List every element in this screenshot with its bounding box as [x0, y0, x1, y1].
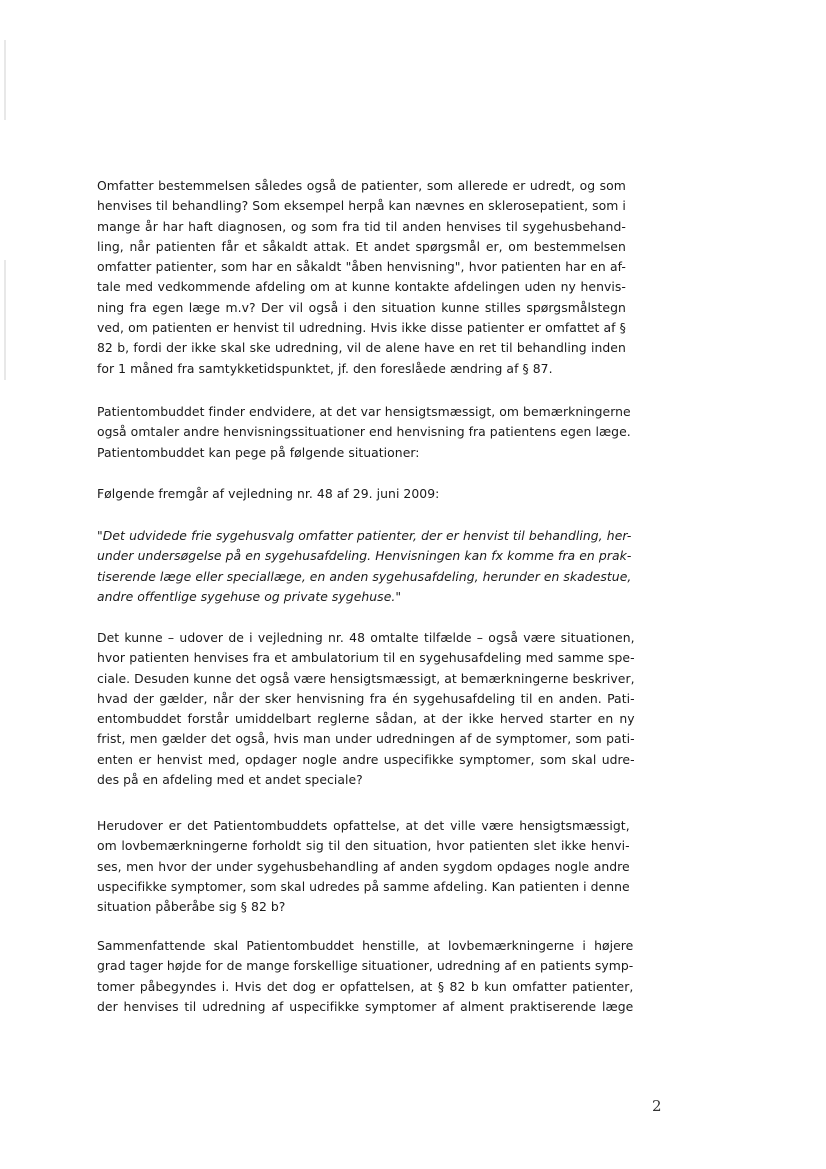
text-line: for 1 måned fra samtykketidspunktet, jf. den foreslåede ændring af § 87. [97, 360, 553, 376]
text-line: om lovbemærkningerne forholdt sig til den situation, hvor patienten slet ikke henvi- [97, 838, 630, 854]
text-line: Patientombuddet kan pege på følgende situationer: [97, 444, 420, 460]
paragraph [97, 936, 633, 1017]
paragraph [97, 402, 631, 463]
text-line: mange år har haft diagnosen, og som fra tid til anden henvises til sygehusbehand- [97, 218, 626, 234]
text-line: frist, men gælder det også, hvis man under udredningen af de symptomer, som pati- [97, 731, 635, 747]
text-line: under undersøgelse på en sygehusafdeling. Henvisningen kan fx komme fra en prak- [97, 548, 632, 564]
text-line: hvor patienten henvises fra et ambulatorium til en sygehusafdeling med samme spe- [97, 650, 635, 666]
paragraph [97, 816, 630, 917]
text-line: Herudover er det Patientombuddets opfattelse, at det ville være hensigtsmæssigt, [97, 818, 630, 833]
scan-edge-shadow [4, 260, 6, 380]
text-line: Følgende fremgår af vejledning nr. 48 af 29. juni 2009: [97, 486, 440, 501]
text-line: entombuddet forstår umiddelbart reglerne sådan, at der ikke herved starter en ny [97, 711, 635, 727]
text-line: der henvises til udredning af uspecifikke symptomer af alment praktiserende læge [97, 998, 634, 1014]
paragraph [97, 628, 635, 790]
text-line: tiserende læge eller speciallæge, en anden sygehusafdeling, herunder en skadestue, [97, 568, 632, 584]
text-line: andre offentlige sygehuse og private sygehuse." [97, 588, 402, 604]
text-line: Omfatter bestemmelsen således også de patienter, som allerede er udredt, og som [97, 178, 626, 193]
text-line: des på en afdeling med et andet speciale? [97, 772, 363, 788]
text-line: Sammenfattende skal Patientombuddet henstille, at lovbemærkningerne i højere [97, 938, 634, 953]
text-line: ling, når patienten får et såkaldt attak. Et andet spørgsmål er, om bestemmelsen [97, 238, 626, 254]
text-line: ning fra egen læge m.v? Der vil også i den situation kunne stilles spørgsmålstegn [97, 299, 626, 315]
text-line: enten er henvist med, opdager nogle andre uspecifikke symptomer, som skal udre- [97, 751, 635, 767]
text-line: tale med vedkommende afdeling om at kunne kontakte afdelingen uden ny henvis- [97, 279, 626, 295]
text-line: uspecifikke symptomer, som skal udredes på samme afdeling. Kan patienten i denne [97, 878, 630, 894]
text-line: henvises til behandling? Som eksempel herpå kan nævnes en sklerosepatient, som i [97, 198, 626, 214]
text-line: 82 b, fordi der ikke skal ske udredning, vil de alene have en ret til behandling inden [97, 340, 626, 356]
text-line: Patientombuddet finder endvidere, at det var hensigtsmæssigt, om bemærkningerne [97, 404, 631, 419]
paragraph [97, 484, 439, 504]
text-line: ciale. Desuden kunne det også være hensigtsmæssigt, at bemærkningerne beskriver, [97, 670, 635, 686]
text-line: grad tager højde for de mange forskellige situationer, udredning af en patients symp- [97, 958, 634, 974]
text-line: "Det udvidede frie sygehusvalg omfatter patienter, der er henvist til behandling, her- [97, 528, 632, 543]
text-line: omfatter patienter, som har en såkaldt "åben henvisning", hvor patienten har en af- [97, 259, 626, 275]
text-line: ses, men hvor der under sygehusbehandling af anden sygdom opdages nogle andre [97, 858, 630, 874]
scan-edge-shadow [4, 40, 6, 120]
text-line: situation påberåbe sig § 82 b? [97, 899, 286, 915]
quoted-paragraph [97, 526, 631, 607]
paragraph [97, 176, 626, 379]
text-line: hvad der gælder, når der sker henvisning fra én sygehusafdeling til en anden. Pati- [97, 690, 635, 706]
page-number: 2 [652, 1097, 662, 1115]
text-line: tomer påbegyndes i. Hvis det dog er opfattelsen, at § 82 b kun omfatter patienter, [97, 978, 634, 994]
text-line: Det kunne – udover de i vejledning nr. 48 omtalte tilfælde – også være situationen, [97, 630, 635, 645]
text-line: også omtaler andre henvisningssituationer end henvisning fra patientens egen læge. [97, 424, 631, 440]
text-line: ved, om patienten er henvist til udredning. Hvis ikke disse patienter er omfattet af § [97, 320, 626, 336]
